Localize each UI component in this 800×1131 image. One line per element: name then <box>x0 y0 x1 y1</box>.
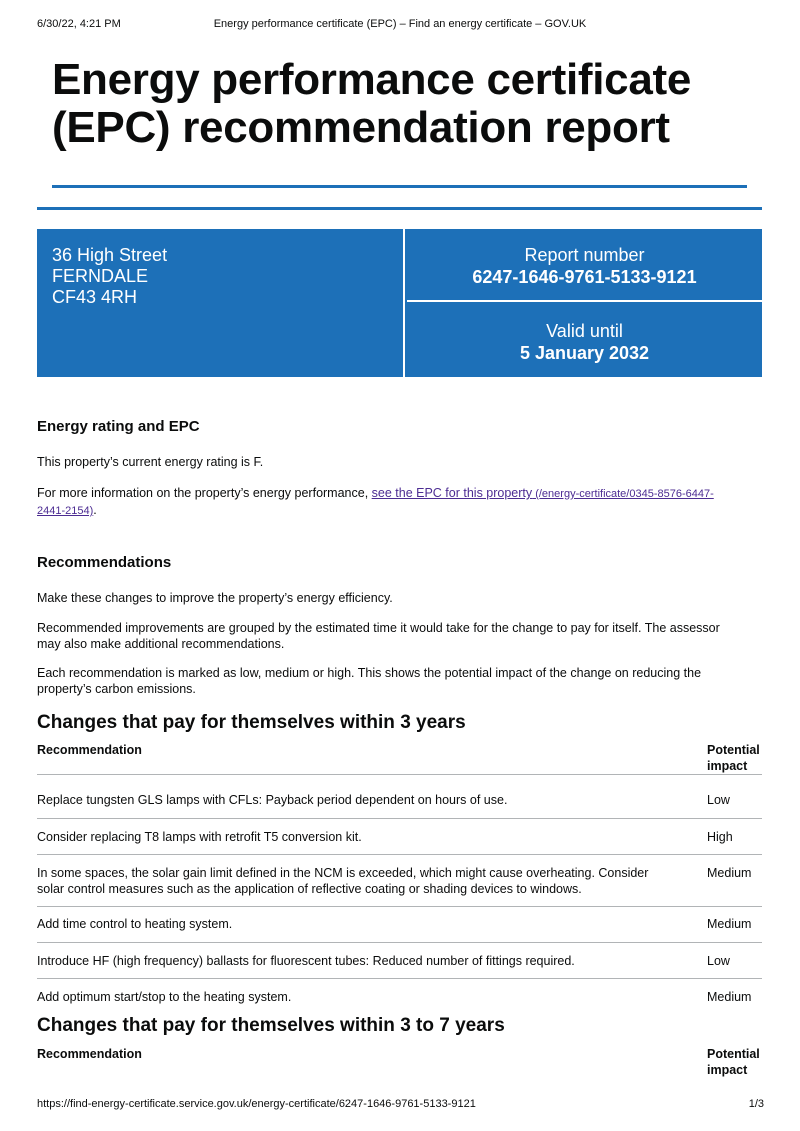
table-row <box>37 989 762 1007</box>
table-row <box>37 865 762 907</box>
valid-until-value: 5 January 2032 <box>519 343 650 363</box>
recommendation-text-line2: solar control measures such as the application of reflective coating or shading devices to windows. <box>37 882 582 896</box>
more-info-suffix: . <box>93 503 97 517</box>
title-underline <box>52 185 747 188</box>
group2-col-recommendation: Recommendation <box>37 1047 142 1061</box>
impact-value: Low <box>707 793 730 807</box>
recommendation-text: Introduce HF (high frequency) ballasts for fluorescent tubes: Reduced number of fittings required. <box>37 954 575 968</box>
valid-until-cell <box>407 304 762 377</box>
recommendations-heading: Recommendations <box>37 554 172 571</box>
report-number-label: Report number <box>524 245 645 265</box>
col-impact-line2: impact <box>707 759 748 773</box>
property-address <box>37 229 405 377</box>
report-number-cell <box>407 229 762 302</box>
energy-rating-heading: Energy rating and EPC <box>37 418 200 435</box>
energy-rating-text: This property’s current energy rating is F. <box>37 455 264 469</box>
group1-col-impact <box>707 742 760 774</box>
print-date: 6/30/22, 4:21 PM <box>37 18 121 30</box>
report-number-value: 6247-1646-9761-5133-9121 <box>472 267 697 287</box>
impact-value: Medium <box>707 917 752 931</box>
print-footer <box>0 1098 800 1114</box>
print-page-title: Energy performance certificate (EPC) – Find an energy certificate – GOV.UK <box>213 18 587 30</box>
grouping-text-line2: may also make additional recommendations. <box>37 637 285 651</box>
epc-link-url-cont[interactable]: 2441-2154) <box>37 505 94 517</box>
impact-text-line2: property’s carbon emissions. <box>37 682 196 696</box>
group2-heading: Changes that pay for themselves within 3 to 7 years <box>37 1015 505 1036</box>
recommendation-text: Add optimum start/stop to the heating system. <box>37 990 292 1004</box>
address-line2: FERNDALE <box>52 266 149 286</box>
recommendation-text: Consider replacing T8 lamps with retrofit T5 conversion kit. <box>37 830 362 844</box>
section-divider <box>37 207 762 210</box>
table-row <box>37 829 762 855</box>
group1-heading: Changes that pay for themselves within 3 years <box>37 712 466 733</box>
recommendation-text: Add time control to heating system. <box>37 917 233 931</box>
table-row <box>37 792 762 819</box>
impact-text-line1: Each recommendation is marked as low, medium or high. This shows the potential impact of the change on reducing the <box>37 666 702 680</box>
address-postcode: CF43 4RH <box>52 287 138 307</box>
recommendations-intro: Make these changes to improve the property’s energy efficiency. <box>37 591 393 605</box>
epc-more-info <box>37 485 762 519</box>
page-title-line1: Energy performance certificate <box>52 55 692 104</box>
print-page-number: 1/3 <box>748 1098 764 1110</box>
grouping-text-line1: Recommended improvements are grouped by the estimated time it would take for the change to pay for itself. The assessor <box>37 621 720 635</box>
recommendations-grouping-text <box>37 620 762 652</box>
col-impact-line1: Potential <box>707 1047 760 1061</box>
group1-col-recommendation: Recommendation <box>37 743 142 757</box>
group2-col-impact <box>707 1046 760 1078</box>
impact-value: Medium <box>707 990 752 1004</box>
valid-until-label: Valid until <box>546 321 623 341</box>
print-url: https://find-energy-certificate.service.gov.uk/energy-certificate/6247-1646-9761-5133-9121 <box>37 1098 476 1110</box>
epc-link-url[interactable]: (/energy-certificate/0345-8576-6447- <box>532 488 714 500</box>
page-title-line2: (EPC) recommendation report <box>52 103 670 152</box>
recommendations-impact-text <box>37 665 762 697</box>
more-info-prefix: For more information on the property’s energy performance, <box>37 486 372 500</box>
recommendation-text <box>37 865 697 897</box>
table-row <box>37 953 762 979</box>
col-impact-line1: Potential <box>707 743 760 757</box>
page-title <box>52 56 752 152</box>
recommendation-text: Replace tungsten GLS lamps with CFLs: Payback period dependent on hours of use. <box>37 793 508 807</box>
impact-value: Low <box>707 954 730 968</box>
impact-value: High <box>707 830 733 844</box>
impact-value: Medium <box>707 866 752 880</box>
epc-link-text[interactable]: see the EPC for this property <box>371 486 533 500</box>
table-row <box>37 916 762 943</box>
col-impact-line2: impact <box>707 1063 748 1077</box>
address-line1: 36 High Street <box>52 245 168 265</box>
certificate-summary-box <box>37 229 762 377</box>
print-header <box>0 18 800 34</box>
table-header-divider <box>37 774 762 775</box>
recommendation-text-line1: In some spaces, the solar gain limit defined in the NCM is exceeded, which might cause overheating. Consider <box>37 866 649 880</box>
